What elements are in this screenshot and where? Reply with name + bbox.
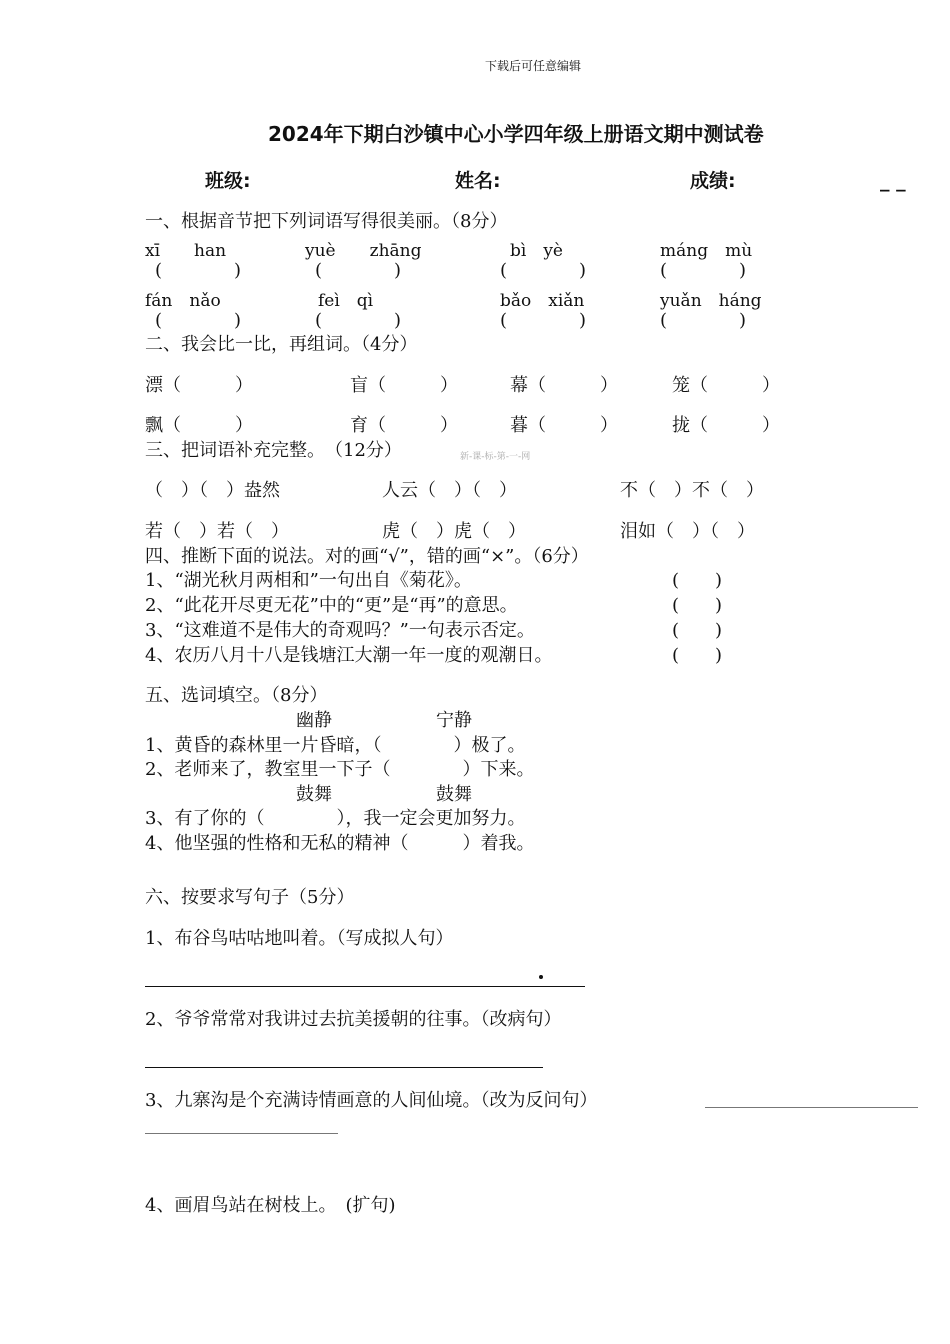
compare-item: 盲（ ） [350, 375, 458, 396]
judge-item: 1、“湖光秋月两相和”一句出自《菊花》。 [145, 570, 472, 591]
judge-item: 3、“这难道不是伟大的奇观吗？”一句表示否定。 [145, 620, 535, 641]
compare-item: 幕（ ） [510, 375, 618, 396]
pinyin: bǎo xiǎn [500, 291, 585, 311]
section-4-heading: 四、推断下面的说法。对的画“√”，错的画“×”。（6分） [145, 546, 589, 567]
watermark: 新-课-标-第-一-网 [460, 452, 531, 462]
judge-answer: ( ) [672, 595, 723, 616]
compare-item: 漂（ ） [145, 375, 253, 396]
answer-blank: ( ) [500, 310, 587, 331]
idiom-item: 不（ ）不（ ） [620, 480, 764, 501]
judge-answer: ( ) [672, 620, 723, 641]
rewrite-item: 2、爷爷常常对我讲过去抗美援朝的往事。（改病句） [145, 1009, 562, 1030]
section-1-heading: 一、根据音节把下列词语写得很美丽。（8分） [145, 211, 508, 232]
compare-item: 育（ ） [350, 415, 458, 436]
answer-blank: ( ) [500, 260, 587, 281]
judge-answer: ( ) [672, 570, 723, 591]
section-6-heading: 六、按要求写句子（5分） [145, 887, 355, 908]
rewrite-item: 3、九寨沟是个充满诗情画意的人间仙境。（改为反问句） [145, 1090, 598, 1111]
choice-word: 鼓舞 [296, 784, 332, 805]
compare-item: 暮（ ） [510, 415, 618, 436]
answer-dot [539, 975, 543, 979]
section-2-heading: 二、我会比一比，再组词。（4分） [145, 334, 418, 355]
answer-blank: ( ) [155, 260, 242, 281]
answer-blank: ( ) [155, 310, 242, 331]
section-5-heading: 五、选词填空。（8分） [145, 685, 328, 706]
answer-line [145, 1133, 338, 1134]
compare-item: 拢（ ） [672, 415, 780, 436]
pinyin: feì qì [318, 291, 374, 311]
fill-item: 3、有了你的（ ），我一定会更加努力。 [145, 808, 526, 829]
choice-word: 宁静 [436, 710, 472, 731]
answer-line [145, 1067, 543, 1068]
class-label: 班级: [205, 170, 251, 192]
compare-item: 笼（ ） [672, 375, 780, 396]
answer-blank: ( ) [315, 260, 402, 281]
judge-item: 4、农历八月十八是钱塘江大潮一年一度的观潮日。 [145, 645, 553, 666]
compare-item: 飘（ ） [145, 415, 253, 436]
fill-item: 1、黄昏的森林里一片昏暗，（ ）极了。 [145, 735, 526, 756]
judge-answer: ( ) [672, 645, 723, 666]
idiom-item: 虎（ ）虎（ ） [382, 521, 526, 542]
idiom-item: 泪如（ ）（ ） [620, 521, 755, 542]
choice-word: 幽静 [296, 710, 332, 731]
score-label: 成绩: [690, 170, 736, 192]
idiom-item: 人云（ ）（ ） [382, 480, 517, 501]
fill-item: 4、他坚强的性格和无私的精神（ ）着我。 [145, 833, 535, 854]
section-3-heading: 三、把词语补充完整。 （12分） [145, 440, 402, 461]
answer-blank: ( ) [660, 260, 747, 281]
answer-blank: ( ) [660, 310, 747, 331]
pinyin: xī han [145, 241, 227, 261]
choice-word: 鼓舞 [436, 784, 472, 805]
fill-item: 2、老师来了，教室里一下子（ ）下来。 [145, 759, 535, 780]
name-label: 姓名: [455, 170, 501, 192]
answer-line [705, 1107, 918, 1108]
pinyin: yuǎn háng [660, 291, 762, 311]
trailing-mark: _ _ [880, 170, 906, 192]
answer-blank: ( ) [315, 310, 402, 331]
pinyin: bì yè [510, 241, 563, 261]
header-note: 下载后可任意编辑 [485, 59, 582, 73]
pinyin: fán nǎo [145, 291, 221, 311]
judge-item: 2、“此花开尽更无花”中的“更”是“再”的意思。 [145, 595, 518, 616]
pinyin: máng mù [660, 241, 753, 261]
idiom-item: 若（ ）若（ ） [145, 521, 289, 542]
idiom-item: （ ）（ ）盎然 [145, 480, 280, 501]
answer-line [145, 986, 585, 987]
page-title: 2024年下期白沙镇中心小学四年级上册语文期中测试卷 [268, 122, 764, 146]
pinyin: yuè zhāng [305, 241, 422, 261]
rewrite-item: 1、布谷鸟咕咕地叫着。（写成拟人句） [145, 928, 454, 949]
rewrite-item: 4、画眉鸟站在树枝上。 (扩句) [145, 1195, 396, 1216]
